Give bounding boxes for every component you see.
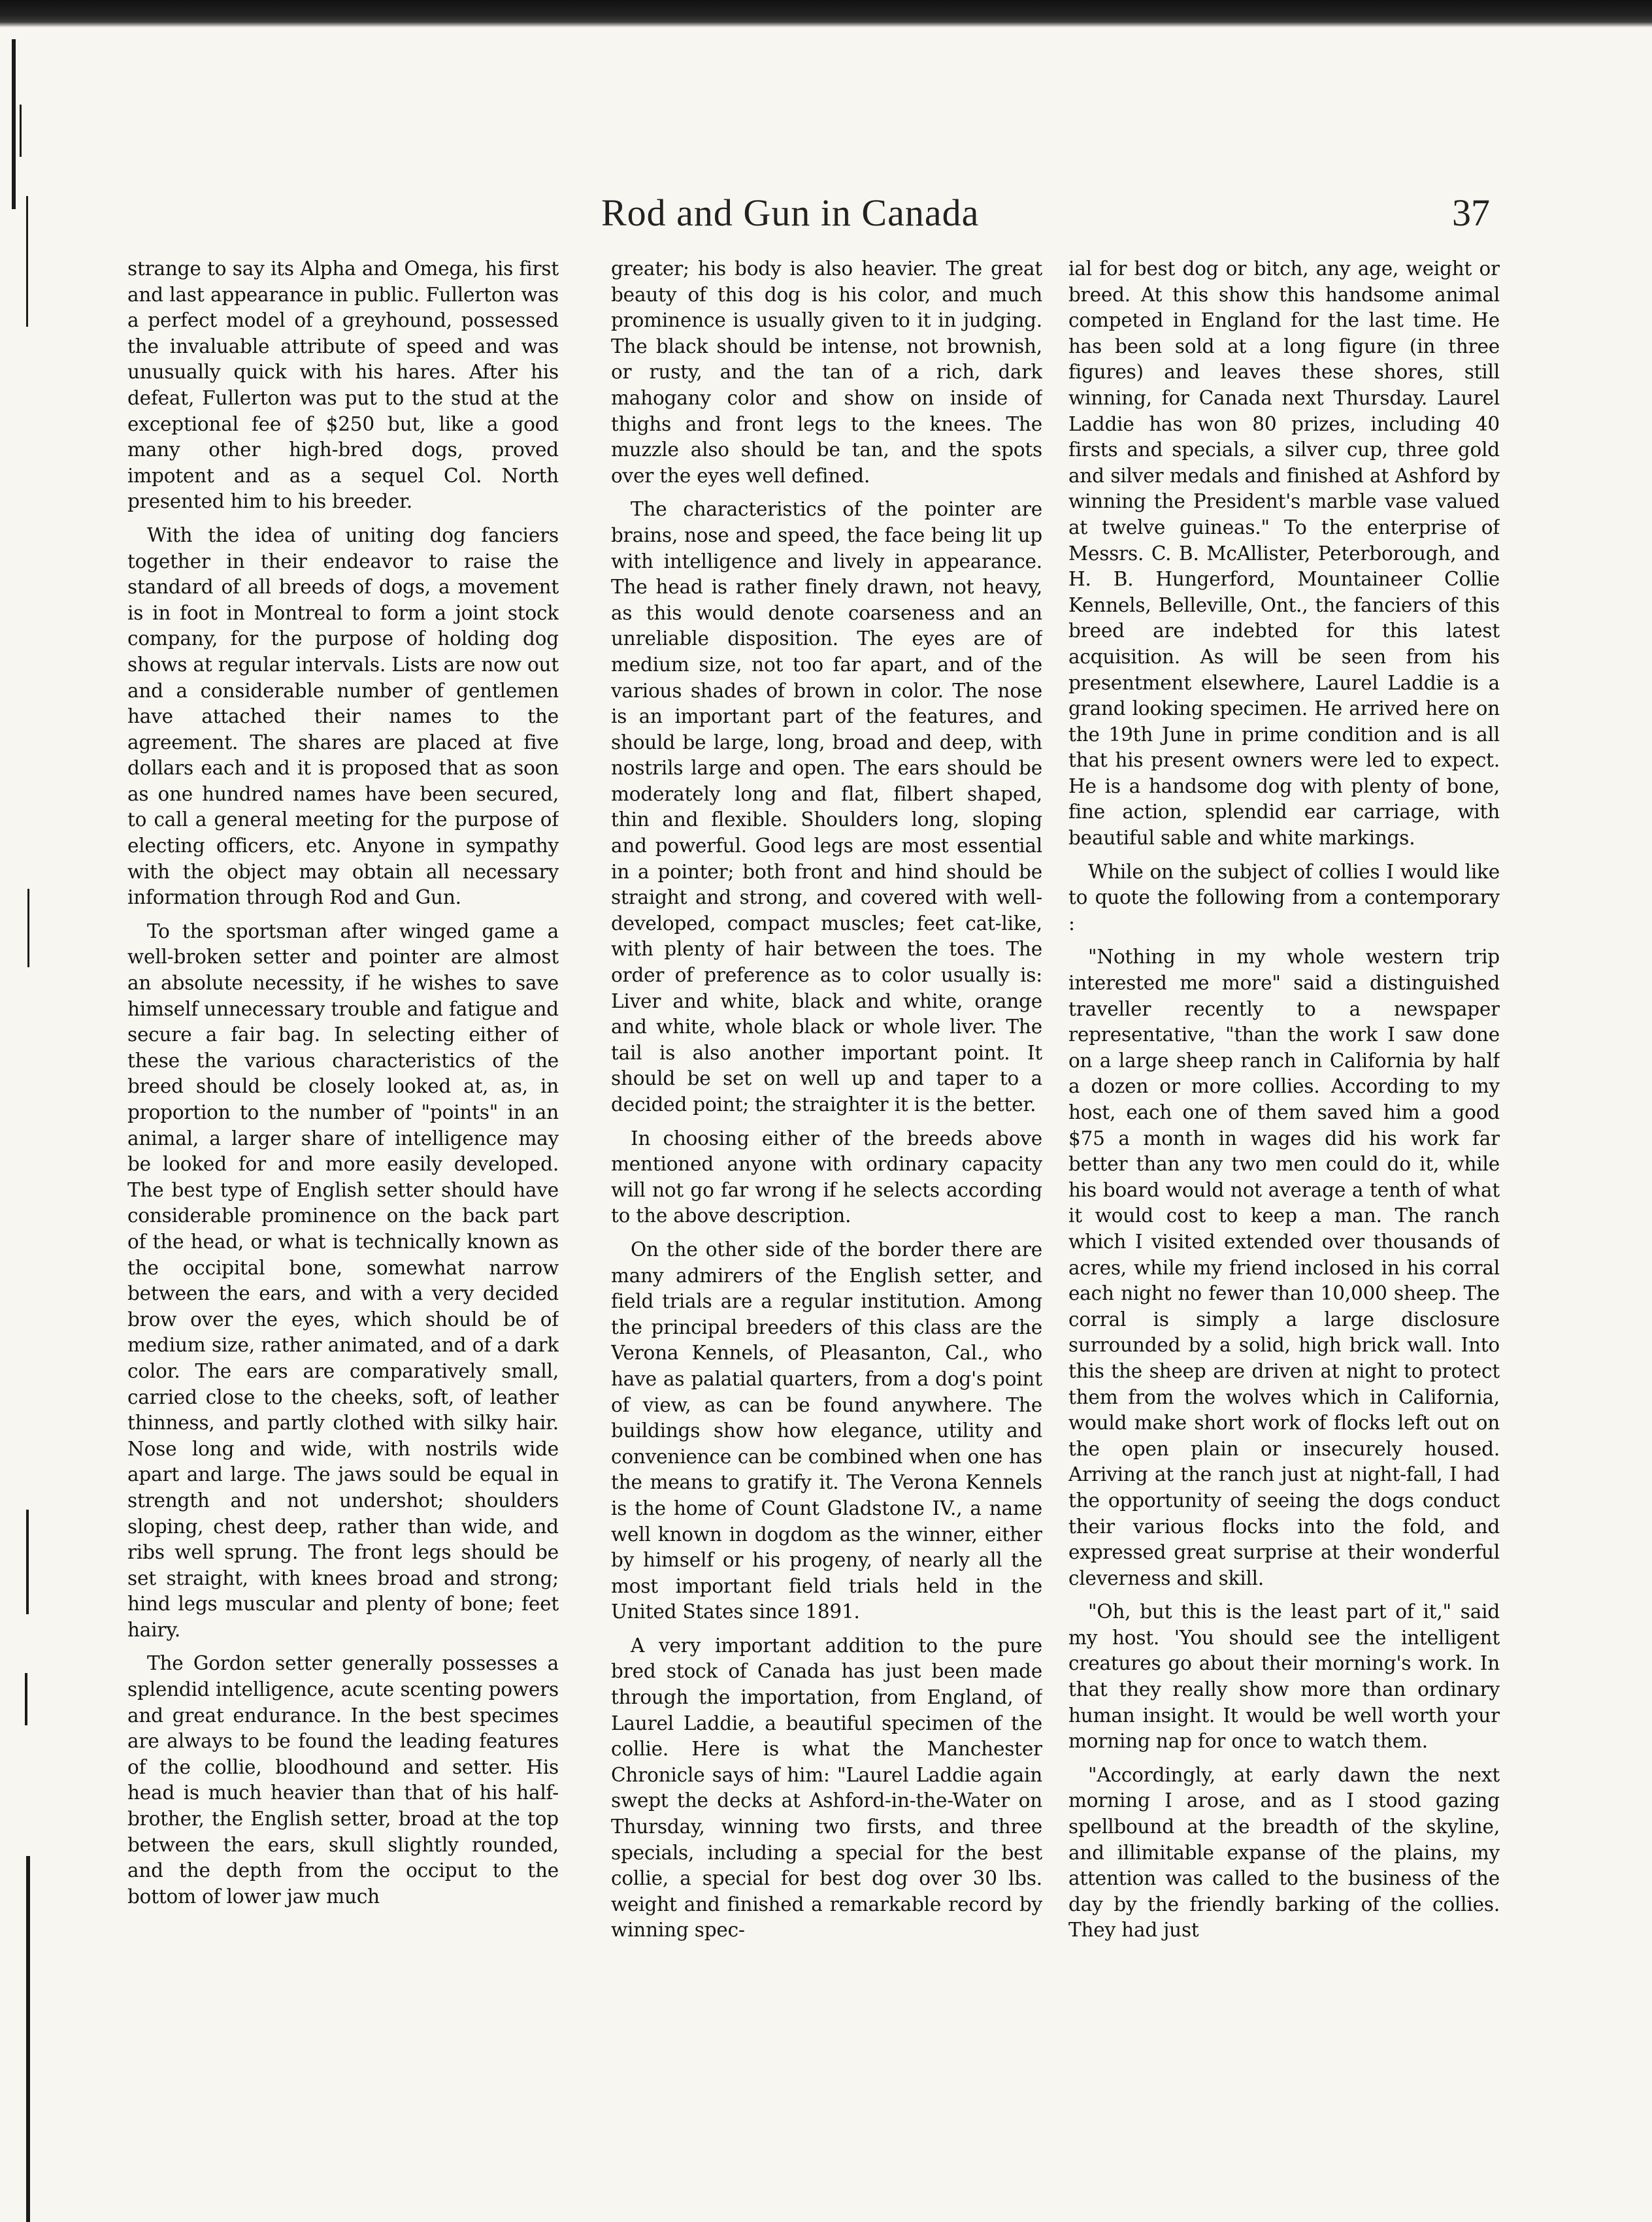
paragraph: ial for best dog or bitch, any age, weight or breed. At this show this handsome animal competed in England for the last time. He has been sold at a long figure (in three figures) and leaves these shores, still winning, for Canada next Thursday. Laurel Laddie has won 80 prizes, including 40 firsts and specials, a silver cup, three gold and silver medals and finished at Ashford by winning the President's marble vase valued at twelve guineas." To the enterprise of Messrs. C. B. McAllister, Peterborough, and H. B. Hungerford, Mountaineer Collie Kennels, Belleville, Ont., the fanciers of this breed are indebted for this latest acquisition. As will be seen from his presentment elsewhere, Laurel Laddie is a grand looking specimen. He arrived here on the 19th June in prime condition and is all that his present owners were led to expect. He is a handsome dog with plenty of bone, fine action, splendid ear carriage, with beautiful sable and white markings. — [1068, 257, 1500, 850]
paragraph: With the idea of uniting dog fanciers together in their endeavor to raise the standard of all breeds of dogs, a movement is in foot in Montreal to form a joint stock company, for the purpose of holding dog shows at regular intervals. Lists are now out and a considerable number of gentlemen have attached their names to the agreement. The shares are placed at five dollars each and it is proposed that as soon as one hundred names have been secured, to call a general meeting for the purpose of electing officers, etc. Anyone in sympathy with the object may obtain all necessary information through Rod and Gun. — [127, 523, 559, 909]
paragraph: "Nothing in my whole western trip interested me more" said a distinguished traveller recently to a newspaper representative, "than the work I saw done on a large sheep ranch in California by half a dozen or more collies. According to my host, each one of them saved him a good $75 a month in wages did his work far better than any two men could do it, while his board would not average a tenth of what it would cost to keep a man. The ranch which I visited extended over thousands of acres, while my friend inclosed in his corral each night no fewer than 10,000 sheep. The corral is simply a large disclosure surrounded by a solid, high brick wall. Into this the sheep are driven at night to protect them from the wolves which in California, would make short work of flocks left out on the open plain or insecurely housed. Arriving at the ranch just at night-fall, I had the opportunity of seeing the dogs conduct their various flocks into the fold, and expressed great surprise at their wonderful cleverness and skill. — [1068, 946, 1500, 1589]
paragraph: To the sportsman after winged game a well-broken setter and pointer are almost an absolute necessity, if he wishes to save himself unnecessary trouble and fatigue and secure a fair bag. In selecting either of these the various characteristics of the breed should be closely looked at, as, in proportion to the number of "points" in an animal, a larger share of intelligence may be looked for and more easily developed. The best type of English setter should have considerable prominence on the back part of the head, or what is technically known as the occipital bone, somewhat narrow between the ears, and with a very decided brow over the eyes, which should be of medium size, rather animated, and of a dark color. The ears are comparatively small, carried close to the cheeks, soft, of leather thinness, and partly clothed with silky hair. Nose long and wide, with nostrils wide apart and large. The jaws sould be equal in strength and not undershot; shoulders sloping, chest deep, rather than wide, and ribs well sprung. The front legs should be set straight, with knees broad and strong; hind legs muscular and plenty of bone; feet hairy. — [127, 920, 559, 1641]
paragraph: The Gordon setter generally possesses a splendid intelligence, acute scenting powers and great endurance. In the best specimes are always to be found the leading features of the collie, bloodhound and setter. His head is much heavier than that of his half-brother, the English setter, broad at the top between the ears, skull slightly rounded, and the depth from the occiput to the bottom of lower jaw much — [127, 1652, 559, 1908]
scan-left-border — [0, 39, 39, 2221]
paragraph: greater; his body is also heavier. The great beauty of this dog is his color, and much prominence is usually given to it in judging. The black should be intense, not brownish, or rusty, and the tan of a rich, dark mahogany color and show on inside of thighs and front legs to the knees. The muzzle also should be tan, and the spots over the eyes well defined. — [611, 257, 1042, 487]
paragraph: "Oh, but this is the least part of it," said my host. 'You should see the intelligent creatures go about their morning's work. In that they really show more than ordinary human insight. It would be well worth your morning nap for once to watch them. — [1068, 1600, 1500, 1753]
paragraph: "Accordingly, at early dawn the next morning I arose, and as I stood gazing spellbound at the breadth of the skyline, and illimitable expanse of the plains, my attention was called to the business of the day by the friendly barking of the collies. They had just — [1068, 1763, 1500, 1942]
paragraph: On the other side of the border there are many admirers of the English setter, and field trials are a regular institution. Among the principal breeders of this class are the Verona Kennels, of Pleasanton, Cal., who have as palatial quarters, from a dog's point of view, as can be found anywhere. The buildings show how elegance, utility and convenience can be combined when one has the means to gratify it. The Verona Kennels is the home of Count Gladstone IV., a name well known in dogdom as the winner, either by himself or his progeny, of nearly all the most important field trials held in the United States since 1891. — [611, 1238, 1042, 1623]
paragraph: While on the subject of collies I would like to quote the following from a contemporary : — [1068, 860, 1500, 935]
scan-top-border — [0, 0, 1652, 27]
text-column-2 — [611, 256, 1042, 2204]
text-column-1 — [127, 256, 559, 2204]
paragraph: A very important addition to the pure bred stock of Canada has just been made through the importation, from England, of Laurel Laddie, a beautiful specimen of the collie. Here is what the Manchester Chronicle says of him: "Laurel Laddie again swept the decks at Ashford-in-the-Water on Thursday, winning two firsts, and three specials, including a special for the best collie, a special for best dog over 30 lbs. weight and finished a remarkable record by winning spec- — [611, 1634, 1042, 1942]
running-title: Rod and Gun in Canada — [601, 191, 980, 234]
paragraph: strange to say its Alpha and Omega, his first and last appearance in public. Fullerton was a perfect model of a greyhound, possessed the invaluable attribute of speed and was unusually quick with his hares. After his defeat, Fullerton was put to the stud at the exceptional fee of $250 but, like a good many other high-bred dogs, proved impotent and as a sequel Col. North presented him to his breeder. — [127, 257, 559, 513]
page-number: 37 — [1452, 191, 1490, 234]
paragraph: The characteristics of the pointer are brains, nose and speed, the face being lit up with intelligence and lively in appearance. The head is rather finely drawn, not heavy, as this would denote coarseness and an unreliable disposition. The eyes are of medium size, not too far apart, and of the various shades of brown in color. The nose is an important part of the features, and should be large, long, broad and deep, with nostrils large and open. The ears should be moderately long and flat, filbert shaped, thin and flexible. Shoulders long, sloping and powerful. Good legs are most essential in a pointer; both front and hind should be straight and strong, and covered with well-developed, compact muscles; feet cat-like, with plenty of hair between the toes. The order of preference as to color usually is: Liver and white, black and white, orange and white, whole black or whole liver. The tail is also another important point. It should be set on well up and taper to a decided point; the straighter it is the better. — [611, 498, 1042, 1116]
page-header — [601, 191, 1542, 243]
text-column-3 — [1068, 256, 1500, 2204]
paragraph: In choosing either of the breeds above mentioned anyone with ordinary capacity will not go far wrong if he selects according to the above description. — [611, 1127, 1042, 1227]
